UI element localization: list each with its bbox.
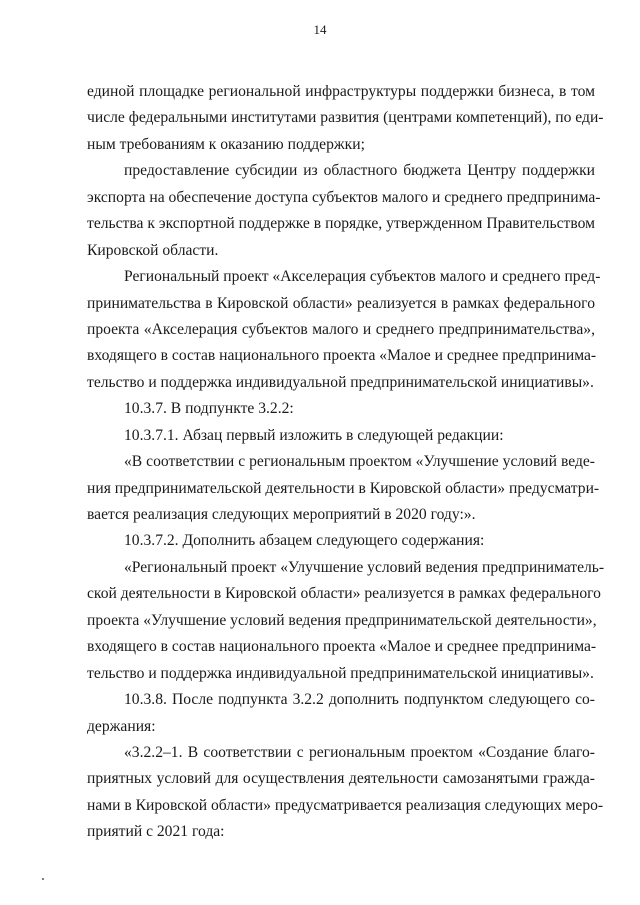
text-line: Региональный проект «Акселерация субъектов малого и среднего пред- — [124, 268, 601, 286]
text-line: тельство и поддержка индивидуальной предпринимательской инициативы». — [87, 373, 594, 391]
text-line: принимательства в Кировской области» реализуется в рамках федерального — [87, 294, 595, 312]
text-line: «3.2.2–1. В соответствии с региональным проектом «Создание благо- — [124, 743, 595, 761]
page-number: 14 — [313, 22, 327, 37]
text-line: «В соответствии с региональным проектом «Улучшение условий веде- — [124, 453, 595, 471]
text-line: «Региональный проект «Улучшение условий ведения предприниматель- — [124, 558, 605, 576]
text-line: приятных условий для осуществления деятельности самозанятыми гражда- — [87, 770, 595, 788]
text-line: 10.3.7.1. Абзац первый изложить в следующей редакции: — [124, 426, 504, 444]
text-line: входящего в состав национального проекта «Малое и среднее предпринима- — [87, 347, 597, 365]
text-line: числе федеральными институтами развития (центрами компетенций), по еди- — [87, 109, 604, 127]
text-line: единой площадке региональной инфраструктуры поддержки бизнеса, в том — [87, 83, 595, 100]
scan-speck — [42, 878, 44, 880]
text-line: экспорта на обеспечение доступа субъектов малого и среднего предпринима- — [87, 188, 601, 206]
text-line: предоставление субсидии из областного бюджета Центру поддержки — [124, 162, 595, 180]
text-line: 10.3.8. После подпункта 3.2.2 дополнить подпунктом следующего со- — [124, 691, 595, 709]
document-body — [87, 79, 605, 846]
text-line: тельства к экспортной поддержке в порядке, утвержденном Правительством — [87, 215, 595, 233]
text-line: вается реализация следующих мероприятий в 2020 году:». — [87, 506, 476, 523]
text-line: проекта «Акселерация субъектов малого и среднего предпринимательства», — [87, 320, 595, 338]
text-line: Кировской области. — [87, 241, 219, 259]
text-line: тельство и поддержка индивидуальной предпринимательской инициативы». — [87, 664, 594, 682]
text-line: нами в Кировской области» предусматривается реализация следующих меро- — [87, 796, 604, 814]
text-line: 10.3.7. В подпункте 3.2.2: — [124, 400, 294, 418]
text-line: ния предпринимательской деятельности в Кировской области» предусматри- — [87, 479, 600, 497]
text-line: приятий с 2021 года: — [87, 823, 225, 841]
text-line: держания: — [87, 717, 156, 735]
text-line: ской деятельности в Кировской области» реализуется в рамках федерального — [87, 585, 601, 603]
text-line: 10.3.7.2. Дополнить абзацем следующего содержания: — [124, 532, 485, 550]
text-line: входящего в состав национального проекта «Малое и среднее предпринима- — [87, 638, 597, 656]
text-line: ным требованиям к оказанию поддержки; — [87, 135, 365, 153]
text-line: проекта «Улучшение условий ведения предпринимательской деятельности», — [87, 611, 597, 629]
